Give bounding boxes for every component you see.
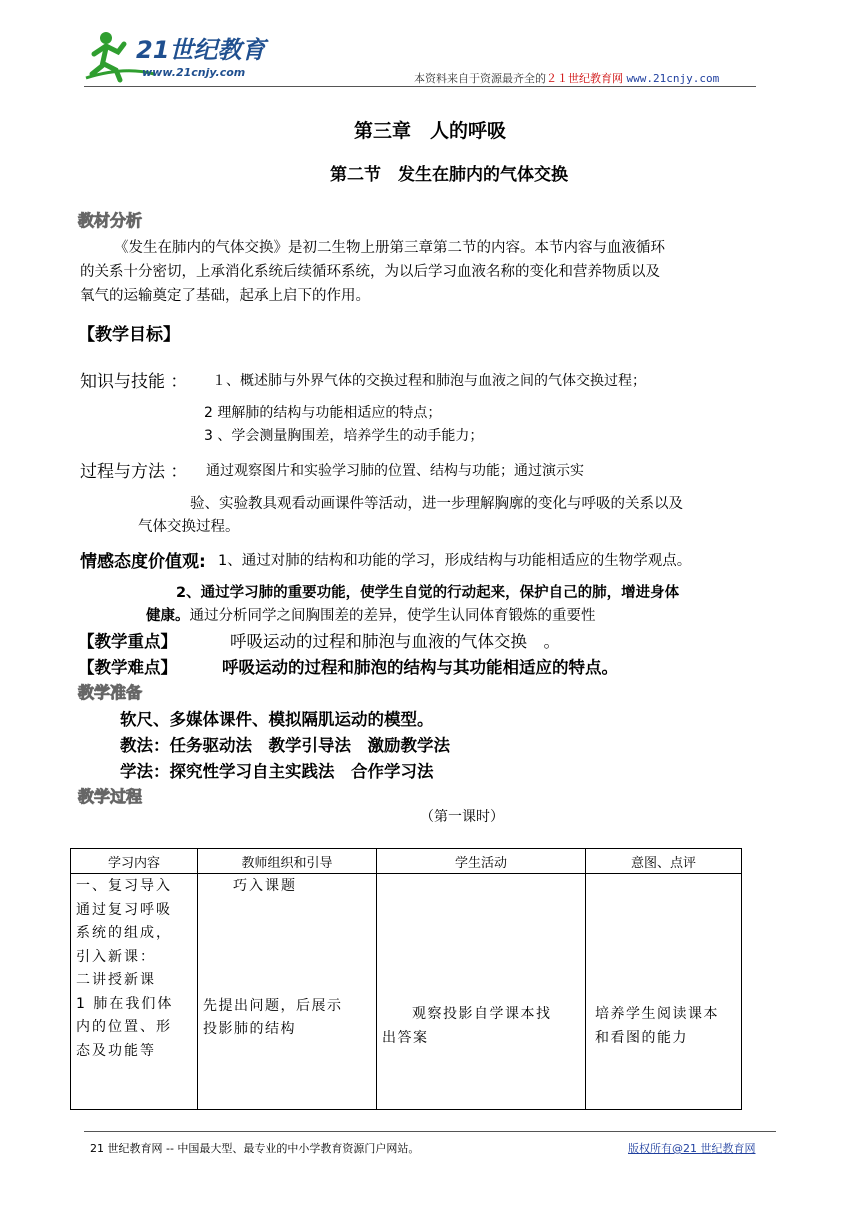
student-line: 出答案: [382, 1029, 429, 1046]
table-header-cell: 教师组织和引导: [198, 849, 377, 874]
intent-line: 培养学生阅读课本: [595, 1006, 719, 1022]
teacher-cell: [198, 874, 377, 1110]
lesson-table: [70, 848, 742, 1110]
content-line: 一、复习导入: [76, 878, 172, 894]
analysis-line: 氧气的运输奠定了基础，起承上启下的作用。: [80, 288, 370, 304]
logo-url: www.21cnjy.com: [142, 66, 246, 79]
session-label: （第一课时）: [420, 809, 504, 825]
emotion-line-3a: 健康。: [146, 608, 190, 624]
content-line: 内的位置、形: [76, 1019, 172, 1035]
footer-copyright-link[interactable]: 版权所有@21 世纪教育网: [628, 1142, 756, 1155]
teacher-line: 投影肺的结构: [203, 1021, 296, 1037]
logo-text: 21世纪教育: [136, 36, 266, 64]
preparation-line-3: 学法：探究性学习自主实践法 合作学习法: [120, 762, 434, 781]
table-header-cell: 学习内容: [71, 849, 198, 874]
header-note-highlight[interactable]: ２１世纪教育网: [546, 72, 623, 85]
emotion-line-3: [146, 604, 596, 625]
site-logo: [84, 24, 284, 84]
table-header-cell: 学生活动: [377, 849, 586, 874]
analysis-line: 《发生在肺内的气体交换》是初二生物上册第三章第二节的内容。本节内容与血液循环: [114, 240, 665, 256]
intent-cell: [586, 874, 742, 1110]
objectives-heading: 【教学目标】: [78, 325, 180, 345]
section-title: 第二节 发生在肺内的气体交换: [330, 165, 568, 185]
header-note-prefix: 本资料来自于资源最齐全的: [414, 72, 546, 85]
emotion-line-3b: 通过分析同学之间胸围差的差异，使学生认同体育锻炼的重要性: [189, 608, 596, 624]
knowledge-item-3: 3 、学会测量胸围差，培养学生的动手能力；: [204, 428, 484, 444]
footer-text: 21 世纪教育网 -- 中国最大型、最专业的中小学教育资源门户网站。: [90, 1142, 420, 1155]
knowledge-item-2: 2 理解肺的结构与功能相适应的特点；: [204, 405, 442, 421]
header-note: [414, 70, 719, 86]
table-row: [71, 874, 742, 1110]
footer-divider: [84, 1131, 776, 1132]
teacher-intro: 巧入课题: [233, 878, 297, 894]
preparation-line-1: 软尺、多媒体课件、模拟隔肌运动的模型。: [120, 710, 434, 729]
preparation-line-2: 教法：任务驱动法 教学引导法 激励教学法: [120, 736, 450, 755]
table-header-row: [71, 849, 742, 874]
content-line: 态及功能等: [76, 1042, 156, 1059]
content-line: 引入新课：: [76, 948, 156, 965]
analysis-body: [80, 236, 780, 308]
runner-logo-icon: [84, 24, 284, 84]
key-point-text: 呼吸运动的过程和肺泡与血液的气体交换 。: [230, 632, 560, 651]
content-line: 1 肺在我们体: [76, 995, 174, 1012]
chapter-title: 第三章 人的呼吸: [353, 120, 506, 142]
emotion-line-1: 1、通过对肺的结构和功能的学习，形成结构与功能相适应的生物学观点。: [218, 553, 692, 569]
process-line-2: 验、实验教具观看动画课件等活动，进一步理解胸廓的变化与呼吸的关系以及: [190, 496, 683, 512]
content-line: 二讲授新课: [76, 972, 156, 988]
content-line: 系统的组成，: [76, 925, 172, 941]
content-line: 通过复习呼吸: [76, 901, 172, 918]
intent-line: 和看图的能力: [595, 1029, 688, 1046]
knowledge-label: 知识与技能 ：: [80, 372, 188, 392]
header-note-url[interactable]: www.21cnjy.com: [626, 72, 720, 85]
emotion-line-2: 2、通过学习肺的重要功能，使学生自觉的行动起来，保护自己的肺，增进身体: [176, 585, 680, 601]
teacher-line: 先提出问题，后展示: [203, 997, 343, 1014]
difficult-point-label: 【教学难点】: [78, 658, 177, 677]
header-divider: [84, 86, 756, 87]
process-line-1: 通过观察图片和实验学习肺的位置、结构与功能；通过演示实: [206, 463, 584, 479]
preparation-heading: 教学准备: [78, 683, 143, 702]
analysis-line: 的关系十分密切，上承消化系统后续循环系统，为以后学习血液名称的变化和营养物质以及: [80, 264, 660, 280]
process-label: 过程与方法 ：: [80, 462, 188, 482]
knowledge-item-1: １、概述肺与外界气体的交换过程和肺泡与血液之间的气体交换过程；: [212, 373, 646, 389]
content-cell: [71, 874, 198, 1110]
analysis-heading: 教材分析: [78, 211, 143, 230]
emotion-label: 情感态度价值观:: [80, 552, 206, 572]
process-line-3: 气体交换过程。: [138, 519, 240, 535]
process-heading: 教学过程: [78, 787, 143, 806]
table-header-cell: 意图、点评: [586, 849, 742, 874]
student-cell: [377, 874, 586, 1110]
key-point-label: 【教学重点】: [78, 632, 177, 651]
student-line: 观察投影自学课本找: [412, 1006, 552, 1022]
difficult-point-text: 呼吸运动的过程和肺泡的结构与其功能相适应的特点。: [222, 658, 618, 677]
